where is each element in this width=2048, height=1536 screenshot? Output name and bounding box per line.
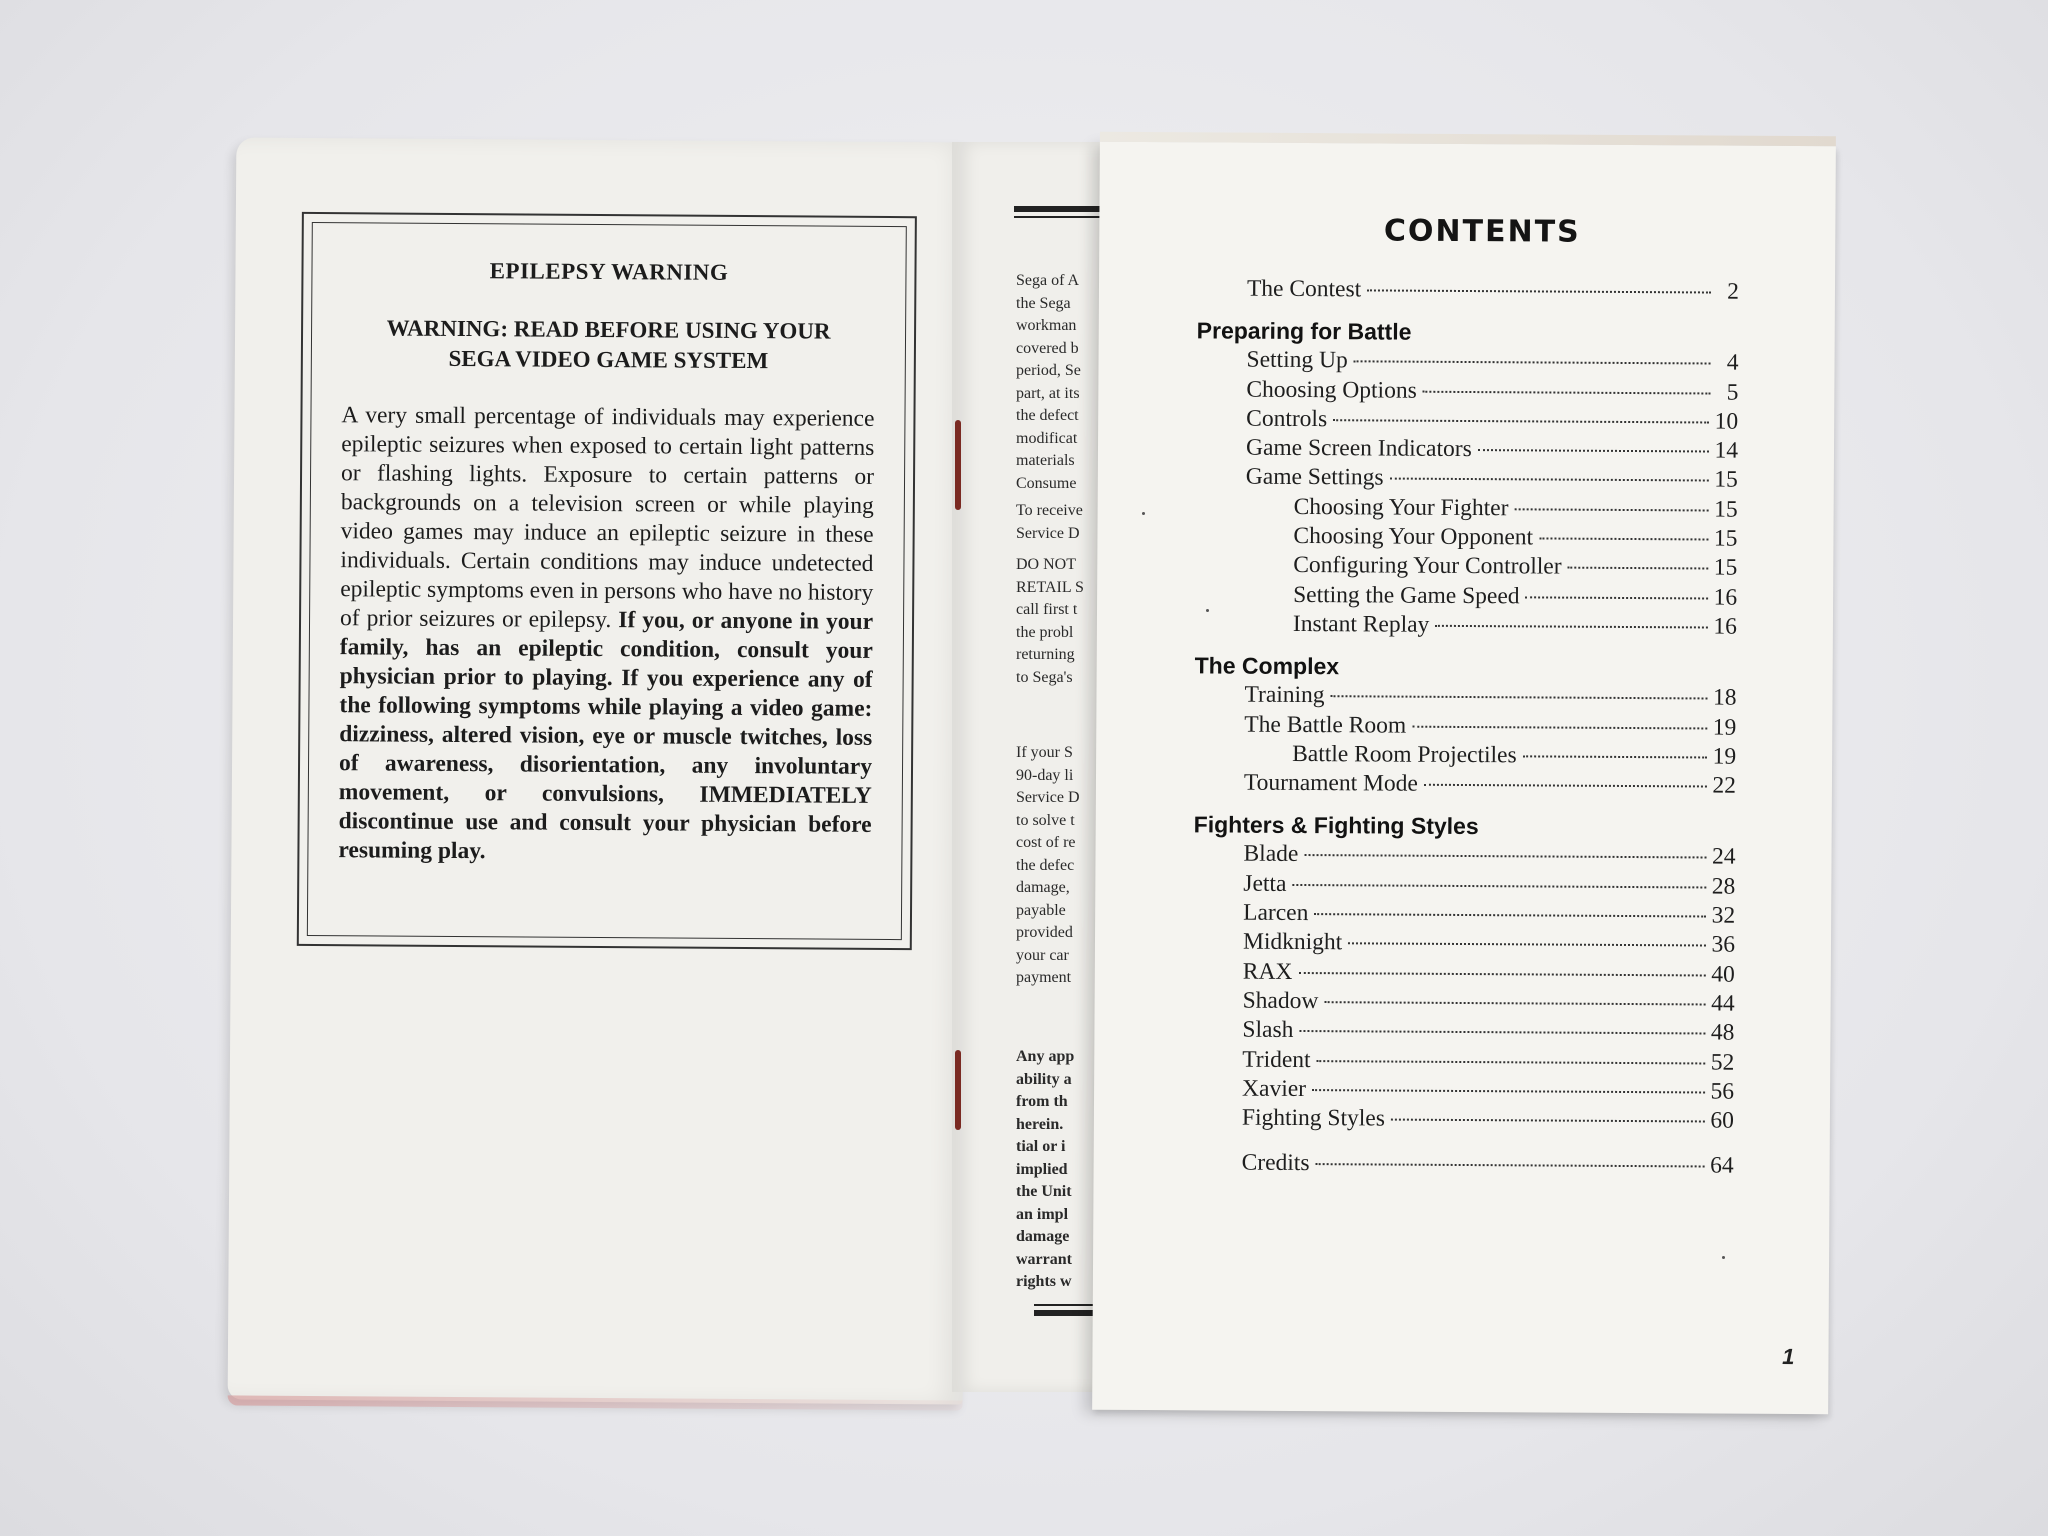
toc-entry-title: Choosing Your Fighter (1293, 493, 1509, 522)
middle-text-line: Any app (1016, 1048, 1075, 1065)
dot-leader (1348, 943, 1705, 947)
dot-leader (1316, 1164, 1705, 1168)
dust-speck (1722, 1256, 1725, 1259)
toc-section-heading: Preparing for Battle (1196, 317, 1412, 345)
dot-leader (1526, 596, 1708, 599)
toc-entry (1193, 928, 1735, 961)
middle-text-line: To receive (1016, 502, 1083, 519)
middle-text-line: the defect (1016, 407, 1079, 424)
dot-leader (1354, 361, 1711, 365)
toc-entry-title: Shadow (1242, 987, 1319, 1015)
middle-text-line: payment (1016, 969, 1072, 986)
toc-entry-page: 24 (1711, 843, 1736, 871)
toc-entry-title: Midknight (1242, 928, 1343, 956)
toc-entry-title: Xavier (1242, 1075, 1307, 1102)
dot-leader (1317, 1060, 1705, 1064)
toc-entry (1192, 1074, 1734, 1107)
toc-entry-title: Training (1244, 681, 1325, 709)
dot-leader (1292, 884, 1705, 889)
middle-text-line: to Sega's (1016, 668, 1073, 686)
middle-text-line: tial or i (1016, 1138, 1066, 1155)
middle-text-line: provided (1016, 924, 1073, 941)
toc-entry-page: 19 (1712, 743, 1737, 770)
toc-entry-title: Larcen (1243, 899, 1309, 927)
toc-entry (1196, 375, 1738, 408)
toc-entry-page: 36 (1711, 931, 1736, 959)
warning-subheading (342, 313, 875, 377)
toc-entry-page: 2 (1727, 278, 1740, 305)
toc-entry-page: 52 (1710, 1049, 1735, 1076)
dot-leader (1299, 1030, 1705, 1034)
middle-text-line: workman (1016, 317, 1077, 334)
toc-entry-page: 15 (1713, 554, 1738, 582)
toc-entry (1195, 580, 1737, 613)
toc-entry-page: 44 (1711, 990, 1735, 1017)
middle-text-line: Service D (1016, 789, 1080, 806)
dot-leader (1298, 972, 1705, 976)
toc-entry-page: 22 (1712, 772, 1737, 799)
middle-text-line: 90-day li (1016, 766, 1074, 784)
dot-leader (1424, 784, 1707, 788)
toc-entry (1196, 463, 1738, 496)
toc-entry-title: Trident (1242, 1046, 1311, 1073)
toc-entry-page: 16 (1713, 613, 1738, 640)
staple-mark-top (955, 420, 961, 510)
dot-leader (1568, 567, 1708, 570)
middle-text-block-1 (1016, 270, 1081, 495)
toc-entry (1196, 346, 1738, 379)
dot-leader (1391, 1119, 1705, 1123)
toc-entry-title: Jetta (1243, 870, 1287, 897)
page-number: 1 (1782, 1343, 1795, 1370)
dust-speck (1206, 609, 1209, 612)
toc-entry (1194, 710, 1736, 743)
middle-text-line: Consume (1016, 474, 1077, 492)
middle-text-line: If your S (1016, 744, 1073, 761)
toc-entry-page: 32 (1711, 902, 1736, 929)
toc-entry-title: RAX (1242, 958, 1293, 985)
toc-entry (1196, 492, 1738, 525)
contents-title: CONTENTS (1383, 213, 1581, 250)
toc-entry (1195, 551, 1737, 584)
toc-entry (1192, 1045, 1734, 1078)
middle-text-line: warrant (1016, 1250, 1072, 1268)
dot-leader (1331, 695, 1707, 699)
toc-entry (1197, 274, 1739, 307)
toc-entry (1193, 869, 1735, 902)
dot-leader (1514, 508, 1708, 511)
middle-text-line: call first t (1016, 601, 1078, 618)
middle-text-line: the Sega (1016, 294, 1071, 312)
toc-section-heading: Fighters & Fighting Styles (1193, 811, 1479, 840)
toc-entry-page: 4 (1726, 349, 1739, 376)
toc-entry-title: Credits (1241, 1150, 1310, 1177)
middle-text-line: materials (1016, 452, 1075, 469)
dot-leader (1390, 478, 1709, 482)
toc-entry-page: 40 (1711, 961, 1735, 988)
middle-text-line: modificat (1016, 429, 1078, 447)
middle-text-block-5 (1016, 1046, 1074, 1294)
toc-entry-page: 28 (1711, 873, 1736, 900)
toc-entry-title: Controls (1246, 405, 1328, 433)
toc-entry-title: Fighting Styles (1241, 1104, 1385, 1132)
toc-entry (1193, 898, 1735, 931)
toc-entry-page: 14 (1714, 437, 1739, 464)
contents-page (1092, 142, 1836, 1414)
toc-entry (1193, 986, 1735, 1019)
dot-leader (1324, 1001, 1705, 1005)
toc-entry-page: 60 (1710, 1107, 1734, 1134)
middle-text-line: the defec (1016, 856, 1075, 874)
toc-entry-page: 56 (1710, 1078, 1735, 1105)
warning-subheading-line1: WARNING: READ BEFORE USING YOUR (386, 315, 831, 344)
middle-text-line: damage, (1016, 879, 1070, 896)
toc-entry-page: 48 (1710, 1019, 1735, 1046)
middle-text-line: to solve t (1016, 811, 1075, 829)
toc-entry (1196, 404, 1738, 437)
toc-entry (1194, 769, 1736, 802)
warning-body-bold: If you, or anyone in your family, has an epileptic condition, consult your physician prior to playing. If you experience any of the following symptoms while playing a video game: dizziness, altered vision, eye or muscle twitches, loss of awareness, disorientation, any involuntary movement, or convulsions, IMMEDIATELY discontinue use and consult your physician before resuming play. (338, 607, 874, 865)
dot-leader (1333, 419, 1709, 423)
middle-text-line: part, at its (1016, 384, 1080, 402)
left-page (228, 137, 972, 1404)
warning-body (338, 401, 874, 869)
middle-text-line: ability a (1016, 1070, 1072, 1088)
toc-entry-title: Slash (1242, 1016, 1294, 1044)
toc-entry (1193, 957, 1735, 990)
toc-entry-page: 15 (1714, 496, 1738, 523)
middle-text-line: your car (1016, 946, 1069, 964)
dot-leader (1304, 854, 1706, 858)
toc-entry-title: Instant Replay (1292, 610, 1430, 638)
toc-entry-title: Setting Up (1246, 346, 1348, 374)
dot-leader (1539, 538, 1708, 541)
table-of-contents (1192, 274, 1740, 1181)
toc-entry-title: The Battle Room (1244, 711, 1407, 739)
dot-leader (1423, 390, 1711, 394)
toc-entry-page: 15 (1713, 525, 1738, 552)
toc-entry (1195, 609, 1737, 642)
middle-text-line: RETAIL S (1016, 578, 1084, 596)
toc-entry-page: 15 (1714, 467, 1738, 494)
toc-entry (1192, 1149, 1734, 1182)
dot-leader (1412, 725, 1707, 729)
dot-leader (1523, 755, 1707, 758)
middle-text-block-4 (1016, 742, 1080, 990)
middle-text-line: cost of re (1016, 834, 1076, 851)
warning-box-inner (307, 222, 907, 940)
middle-text-line: Service D (1016, 524, 1080, 542)
toc-entry (1193, 840, 1735, 873)
toc-entry-title: Blade (1243, 841, 1299, 868)
toc-entry (1196, 434, 1738, 467)
dot-leader (1478, 449, 1709, 452)
middle-text-line: Sega of A (1016, 272, 1080, 289)
middle-text-line: period, Se (1016, 362, 1081, 379)
middle-text-block-2 (1016, 500, 1083, 545)
middle-text-line: implied (1016, 1160, 1068, 1178)
middle-text-line: DO NOT (1016, 556, 1076, 573)
warning-subheading-line2: SEGA VIDEO GAME SYSTEM (448, 345, 769, 374)
warning-heading: EPILEPSY WARNING (489, 258, 729, 285)
toc-section-heading: The Complex (1194, 652, 1340, 680)
dot-leader (1367, 289, 1711, 293)
toc-entry-title: Game Screen Indicators (1245, 434, 1472, 463)
toc-entry (1192, 1103, 1734, 1136)
toc-entry-page: 10 (1714, 408, 1739, 435)
warning-body-regular: A very small percentage of individuals may experience epileptic seizures when exposed to certain light patterns or flashing lights. Exposure to certain patterns or backgrounds on a television screen or while playing video games may induce an epileptic seizure in these individuals. Certain conditions may induce undetected epileptic symptoms even in persons who have no history of prior seizures or epilepsy. (339, 402, 875, 634)
middle-text-line: herein. (1016, 1115, 1064, 1133)
toc-entry-title: Tournament Mode (1243, 769, 1418, 797)
dust-speck (1142, 512, 1145, 515)
toc-entry-page: 18 (1712, 684, 1737, 711)
middle-text-line: returning (1016, 646, 1075, 663)
middle-text-line: from th (1016, 1093, 1068, 1110)
toc-entry-title: Choosing Options (1246, 376, 1417, 404)
middle-text-line: rights w (1016, 1273, 1072, 1290)
toc-entry-page: 16 (1713, 584, 1738, 611)
dot-leader (1314, 913, 1705, 917)
middle-text-line: damage (1016, 1228, 1070, 1245)
toc-entry-title: Setting the Game Speed (1293, 581, 1520, 610)
toc-entry-title: Configuring Your Controller (1293, 552, 1562, 580)
middle-text-block-3 (1016, 554, 1084, 689)
dot-leader (1435, 625, 1707, 629)
middle-text-line: covered b (1016, 339, 1079, 357)
toc-entry-page: 5 (1726, 379, 1739, 406)
staple-mark-bottom (955, 1050, 961, 1130)
toc-entry-title: Game Settings (1245, 464, 1384, 491)
warning-box (297, 212, 917, 950)
toc-entry-title: Choosing Your Opponent (1293, 523, 1534, 551)
middle-text-line: payable (1016, 901, 1066, 919)
dot-leader (1312, 1089, 1705, 1093)
toc-entry-page: 64 (1710, 1152, 1734, 1180)
toc-entry (1192, 1016, 1734, 1049)
toc-entry (1194, 739, 1736, 772)
toc-entry-title: Battle Room Projectiles (1292, 740, 1517, 769)
toc-entry-page: 19 (1712, 714, 1737, 741)
middle-text-line: the probl (1016, 623, 1074, 641)
toc-entry (1194, 681, 1736, 714)
middle-text-line: the Unit (1016, 1183, 1072, 1200)
toc-entry (1195, 521, 1737, 554)
middle-text-line: an impl (1016, 1205, 1069, 1223)
toc-entry-title: The Contest (1246, 275, 1362, 303)
